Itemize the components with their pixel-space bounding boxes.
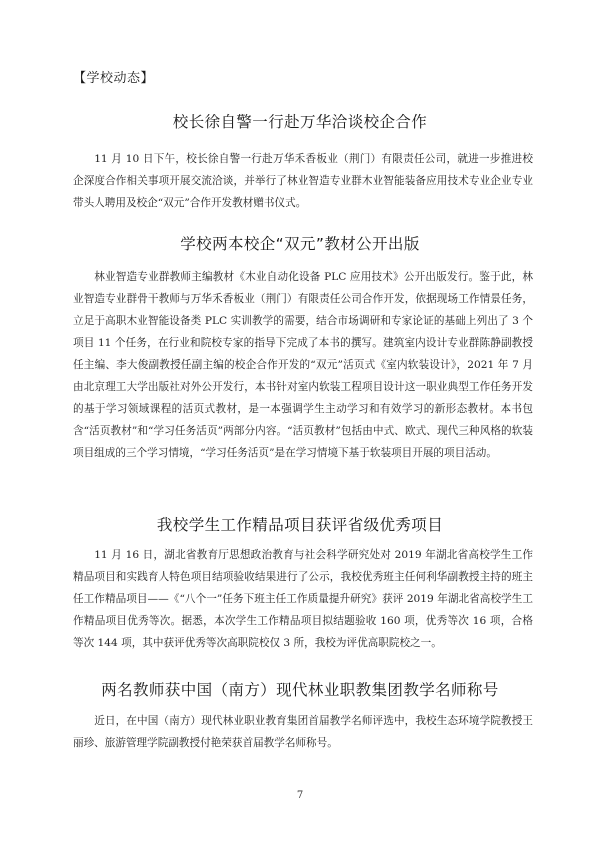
article-1-title: 校长徐自警一行赴万华洽谈校企合作	[172, 113, 428, 131]
article-1-body: 11 月 10 日下午，校长徐自警一行赴万华禾香板业（荆门）有限责任公司，就进一步推进校企深度合作相关事项开展交流洽谈，并举行了林业智造专业群木业智能装备应用技术专业企业专业带头人聘用及校企“双元”合作开发教材赠书仪式。	[73, 153, 533, 209]
page-number: 7	[296, 790, 304, 801]
section-label: 【学校动态】	[73, 71, 155, 86]
article-2-title: 学校两本校企“双元”教材公开出版	[180, 235, 420, 253]
article-3-title: 我校学生工作精品项目获评省级优秀项目	[156, 516, 444, 534]
article-2-body: 林业智造专业群教师主编教材《木业自动化设备 PLC 应用技术》公开出版发行。鉴于此，林业智造专业群骨干教师与万华禾香板业（荆门）有限责任公司合作开发，依据现场工作情景任务，立足于高职木业智能设备类 PLC 实训教学的需要，结合市场调研和专家论证的基础上列出了 3 个项目 11 个任务，在行业和院校专家的指导下完成了本书的撰写。建筑室内设计专业群陈静副教授任主编、李大俊副教授任副主编的校企合作开发的“双元”活页式《室内软装设计》，2021 年 7 月由北京理工大学出版社对外公开发行，本书针对室内软装工程项目设计这一职业典型工作任务开发的基于学习领域课程的活页式教材，是一本强调学生主动学习和有效学习的新形态教材。本书包含“活页教材”和“学习任务活页”两部分内容。“活页教材”包括由中式、欧式、现代三种风格的软装项目组成的三个学习情境，“学习任务活页”是在学习情境下基于软装项目开展的项目活动。	[73, 271, 533, 459]
article-4-title: 两名教师获中国（南方）现代林业职教集团教学名师称号	[101, 681, 499, 699]
article-3-body: 11 月 16 日，湖北省教育厅思想政治教育与社会科学研究处对 2019 年湖北省高校学生工作精品项目和实践育人特色项目结项验收结果进行了公示，我校优秀班主任何利华副教授主持的班主任工作精品项目——《“八个一”任务下班主任工作质量提升研究》获评 2019 年湖北省高校学生工作精品项目优秀等次。据悉，本次学生工作精品项目拟结题验收 160 项，优秀等次 16 项，合格等次 144 项，其中获评优秀等次高职院校仅 3 所，我校为评优高职院校之一。	[73, 549, 533, 649]
article-4-body: 近日，在中国（南方）现代林业职业教育集团首届教学名师评选中，我校生态环境学院教授王丽珍、旅游管理学院副教授付艳荣获首届教学名师称号。	[73, 715, 533, 749]
